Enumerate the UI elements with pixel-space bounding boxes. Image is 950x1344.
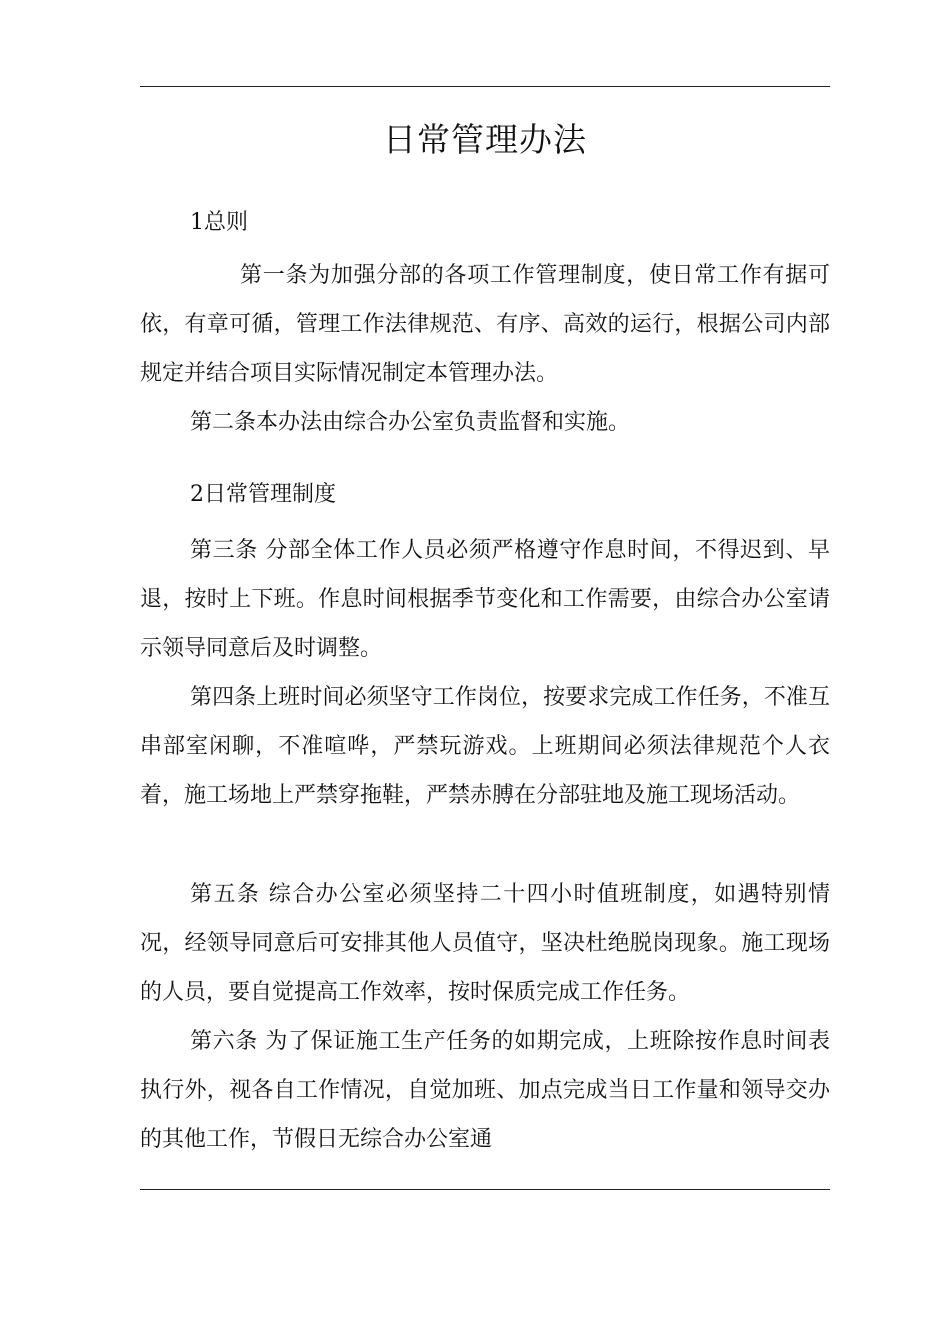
article-paragraph: 第一条为加强分部的各项工作管理制度，使日常工作有据可依，有章可循，管理工作法律规范、有序、高效的运行，根据公司内部规定并结合项目实际情况制定本管理办法。 [140, 263, 830, 386]
article-paragraph: 第二条本办法由综合办公室负责监督和实施。 [190, 410, 631, 435]
section-heading-general: 1总则 [190, 210, 248, 235]
footer-rule [140, 1189, 830, 1190]
section-heading-daily-management: 2日常管理制度 [190, 482, 336, 507]
article-paragraph: 第六条 为了保证施工生产任务的如期完成，上班除按作息时间表执行外，视各自工作情况，自觉加班、加点完成当日工作量和领导交办的其他工作，节假日无综合办公室通 [140, 1029, 830, 1152]
article-paragraph: 第五条 综合办公室必须坚持二十四小时值班制度，如遇特别情况，经领导同意后可安排其他人员值守，坚决杜绝脱岗现象。施工现场的人员，要自觉提高工作效率，按时保质完成工作任务。 [140, 882, 830, 1005]
document-title: 日常管理办法 [383, 120, 587, 159]
article-paragraph: 第三条 分部全体工作人员必须严格遵守作息时间，不得迟到、早退，按时上下班。作息时间根据季节变化和工作需要，由综合办公室请示领导同意后及时调整。 [140, 538, 830, 661]
article-paragraph: 第四条上班时间必须坚守工作岗位，按要求完成工作任务，不准互串部室闲聊，不准喧哗，严禁玩游戏。上班期间必须法律规范个人衣着，施工场地上严禁穿拖鞋，严禁赤膊在分部驻地及施工现场活动。 [140, 685, 830, 808]
header-rule [140, 86, 830, 87]
